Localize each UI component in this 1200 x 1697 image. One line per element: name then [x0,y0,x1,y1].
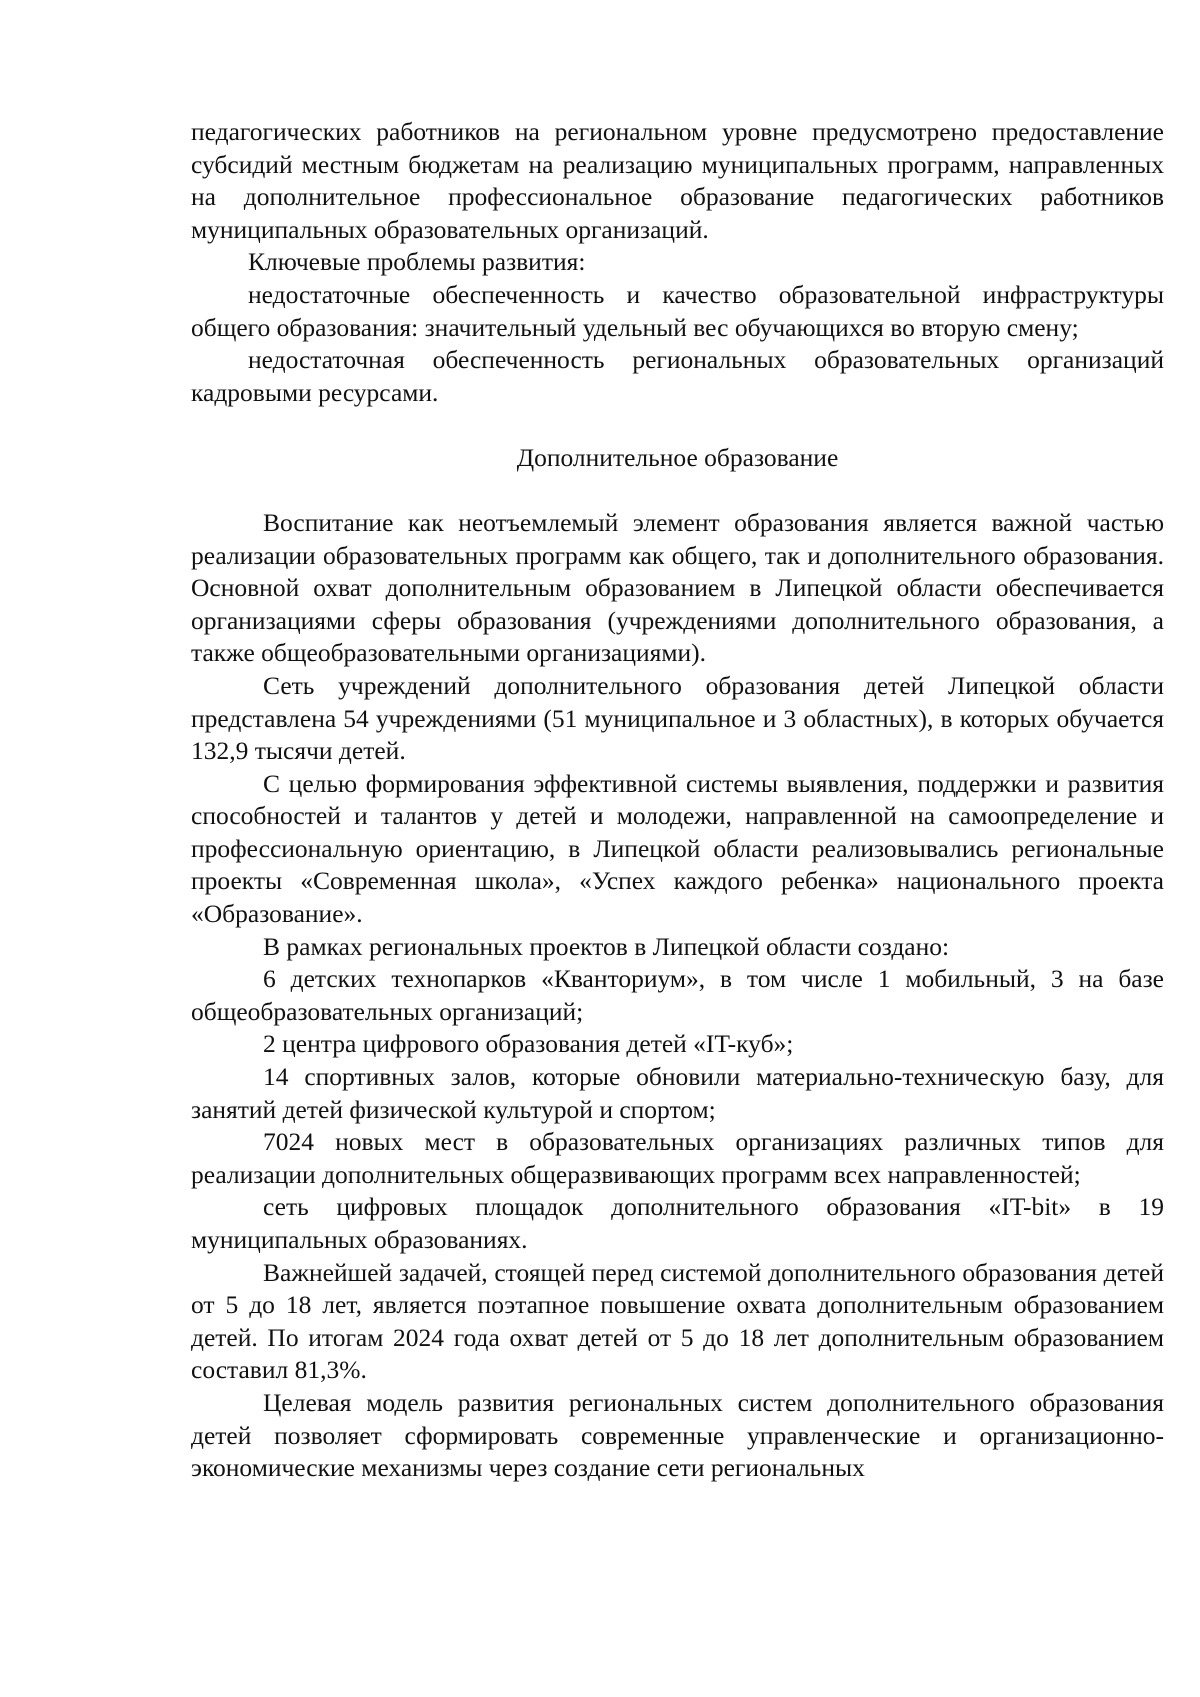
paragraph-problem-infrastructure: недостаточные обеспеченность и качество образовательной инфраструктуры общего образования: значительный удельный вес обучающихся во вторую смену; [191,279,1164,342]
paragraph-coverage-goal: Важнейшей задачей, стоящей перед системой дополнительного образования детей от 5 до 18 лет, является поэтапное повышение охвата дополнительным образованием детей. По итогам 2024 года охват детей от 5 до 18 лет дополнительным образованием составил 81,3%. [191,1257,1164,1385]
list-item-sports-halls: 14 спортивных залов, которые обновили материально-техническую базу, для занятий детей физической культурой и спортом; [191,1062,1164,1124]
paragraph-created-intro: В рамках региональных проектов в Липецкой области создано: [263,931,950,961]
paragraph-upbringing: Воспитание как неотъемлемый элемент образования является важной частью реализации образовательных программ как общего, так и дополнительного образования. Основной охват дополнительным образованием в Липецкой области обеспечивается организациями сферы образования (учреждениями дополнительного образования, а также общеобразовательными организациями). [191,507,1164,668]
paragraph-problem-staffing: недостаточная обеспеченность региональных образовательных организаций кадровыми ресурсами. [191,345,1164,407]
section-heading: Дополнительное образование [516,443,839,473]
paragraph-institutions-network: Сеть учреждений дополнительного образования детей Липецкой области представлена 54 учреждениями (51 муниципальное и 3 областных), в которых обучается 132,9 тысячи детей. [191,670,1164,766]
list-item-kvantorium: 6 детских технопарков «Кванториум», в том числе 1 мобильный, 3 на базе общеобразовательных организаций; [191,964,1164,1026]
list-item-it-cube: 2 центра цифрового образования детей «IT-куб»; [263,1029,794,1059]
paragraph-regional-projects: С целью формирования эффективной системы выявления, поддержки и развития способностей и талантов у детей и молодежи, направленной на самоопределение и профессиональную ориентацию, в Липецкой области реализовывались региональные проекты «Современная школа», «Успех каждого ребенка» национального проекта «Образование». [191,768,1164,929]
paragraph-key-problems: Ключевые проблемы развития: [248,247,586,277]
list-item-it-bit: сеть цифровых площадок дополнительного образования «IT-bit» в 19 муниципальных образованиях. [191,1192,1164,1254]
document-page [191,116,1164,1485]
list-item-new-places: 7024 новых мест в образовательных организациях различных типов для реализации дополнительных общеразвивающих программ всех направленностей; [191,1127,1164,1189]
paragraph-continuation: педагогических работников на региональном уровне предусмотрено предоставление субсидий местным бюджетам на реализацию муниципальных программ, направленных на дополнительное профессиональное образование педагогических работников муниципальных образовательных организаций. [191,117,1164,244]
paragraph-target-model: Целевая модель развития региональных систем дополнительного образования детей позволяет сформировать современные управленческие и организационно-экономические механизмы через создание сети региональных [191,1387,1164,1483]
